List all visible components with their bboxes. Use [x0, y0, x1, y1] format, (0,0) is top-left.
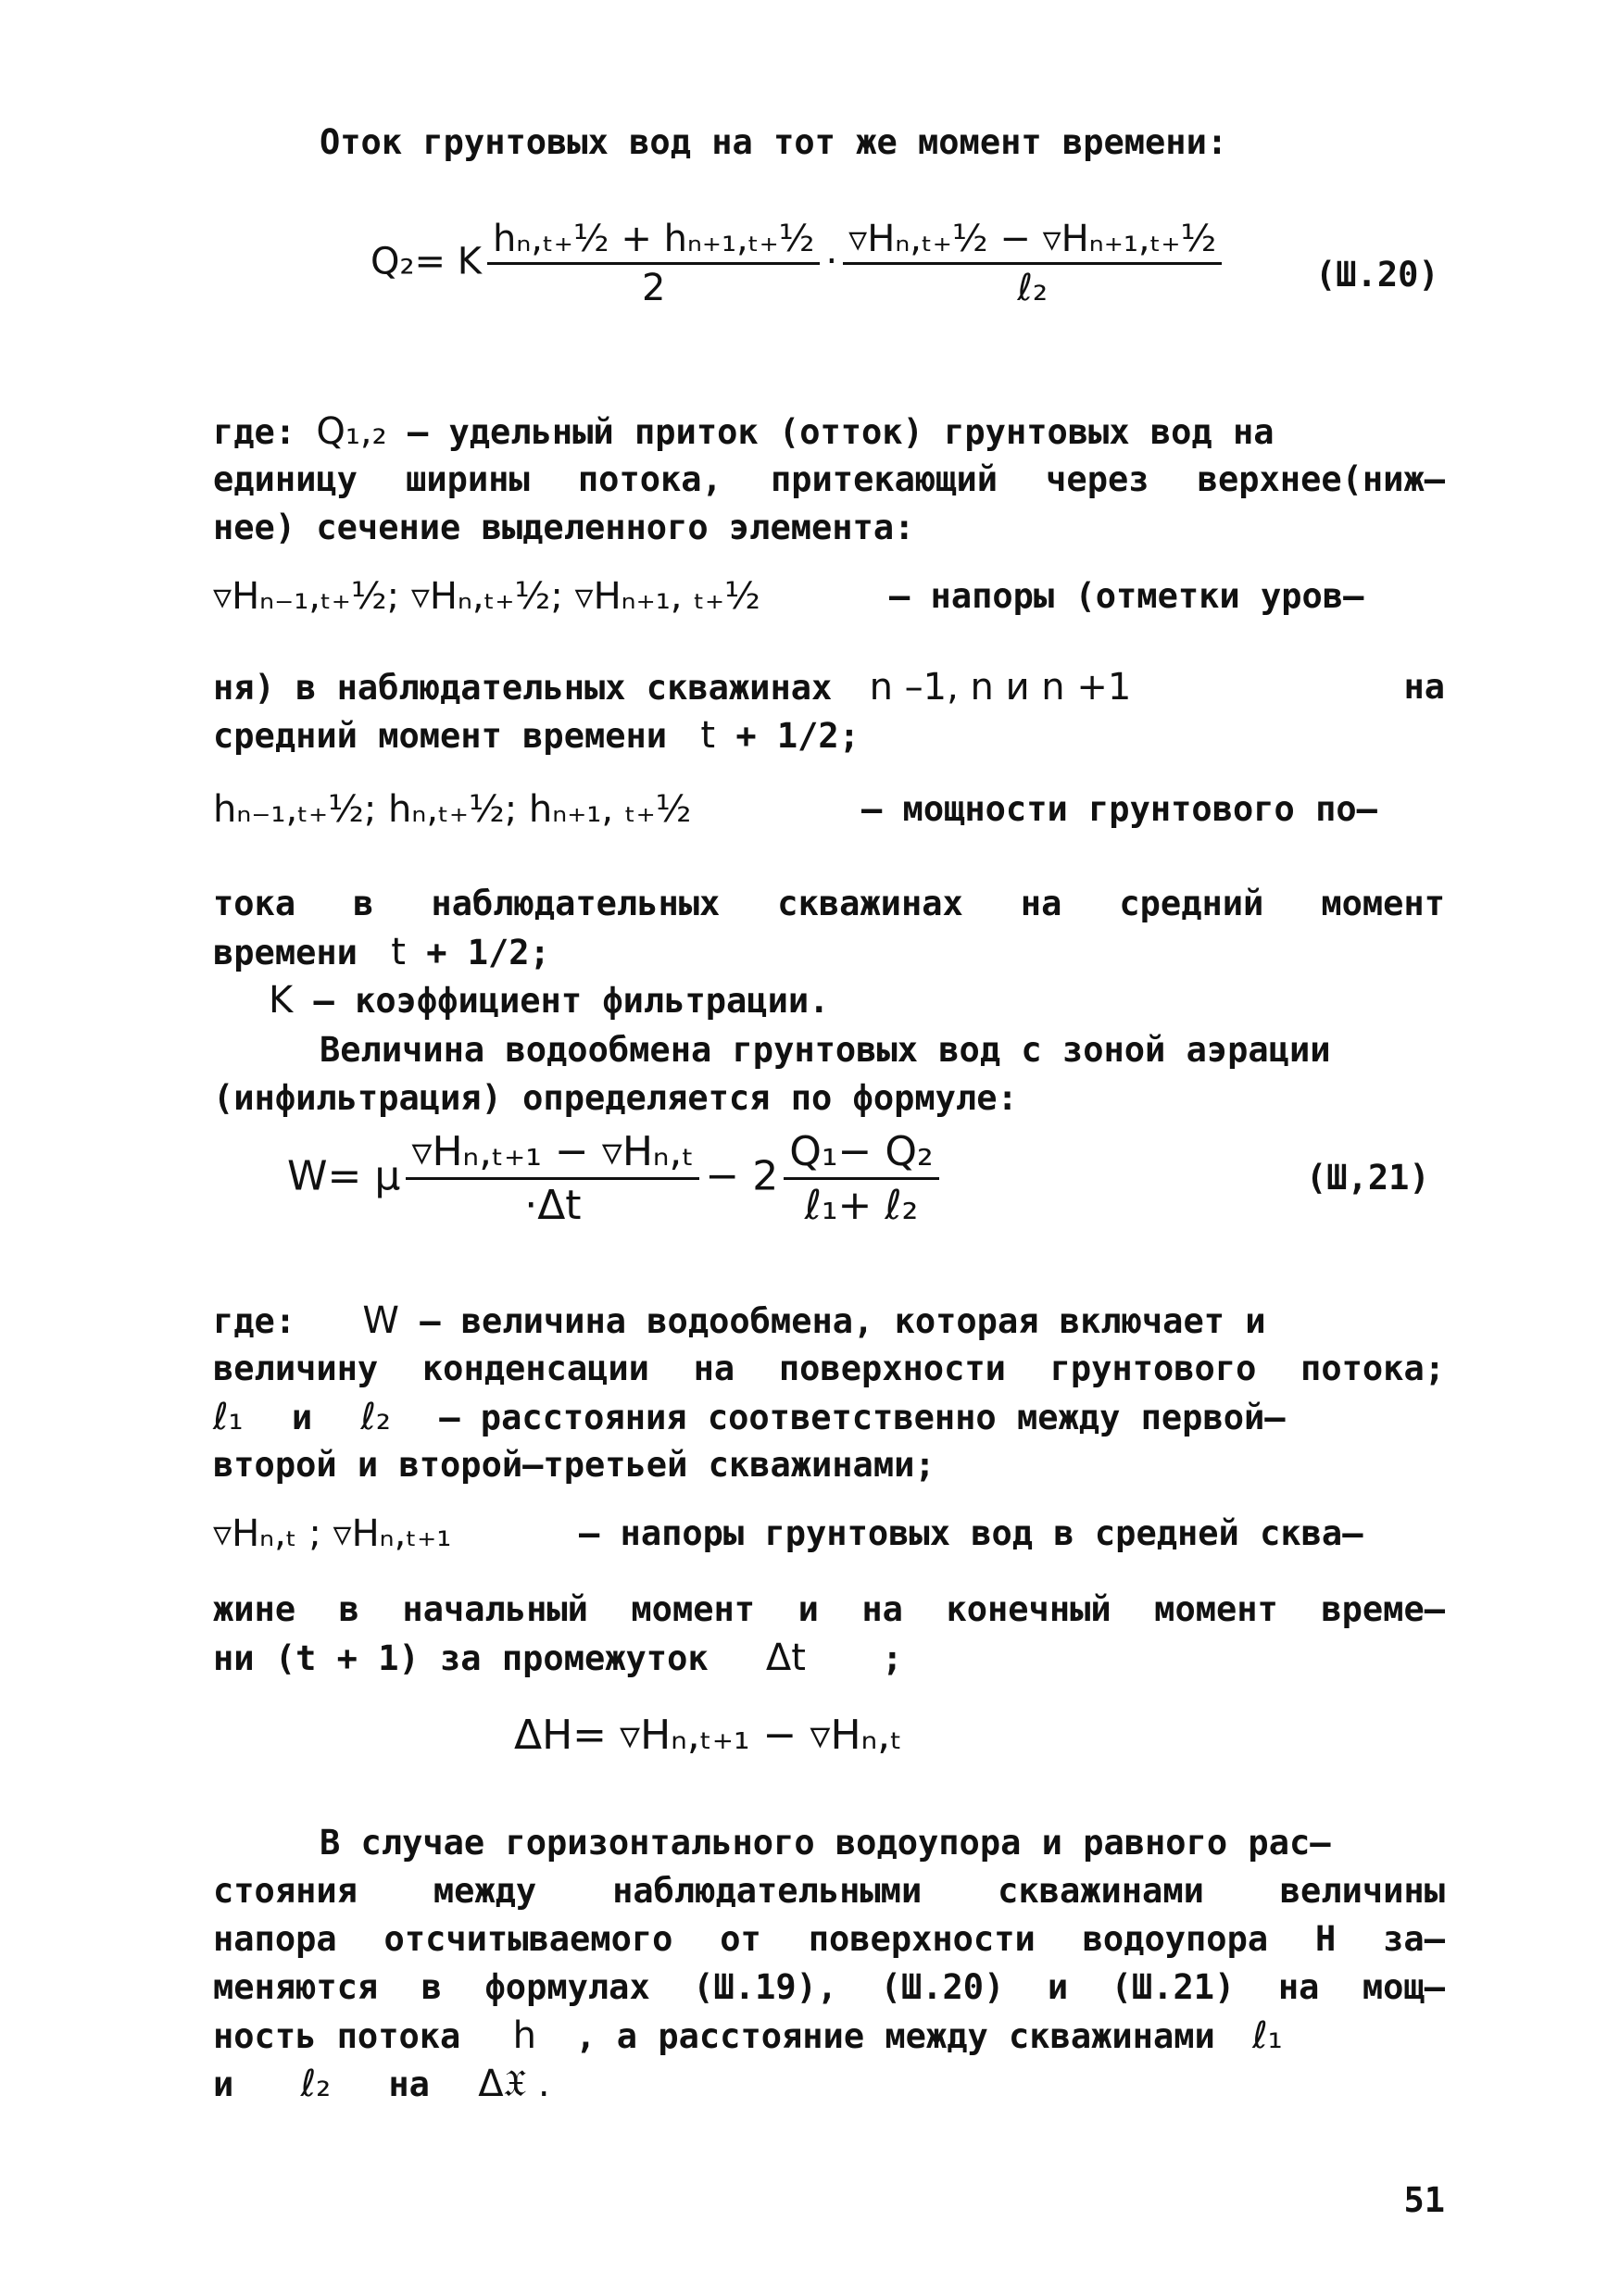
- fraction-denominator: 2: [641, 267, 666, 309]
- text-segment: – напоры грунтовых вод в средней сква–: [579, 1513, 1363, 1553]
- formula-III-21: [287, 1128, 945, 1229]
- text-line: жине в начальный момент и на конечный момент време–: [213, 1589, 1445, 1629]
- text-segment: – величина водообмена, которая включает и: [420, 1301, 1266, 1341]
- text-line: [269, 976, 1501, 1025]
- text-line: тока в наблюдательных скважинах на средний момент: [213, 884, 1445, 923]
- formula-fraction-2: [843, 218, 1222, 309]
- fraction-numerator: hₙ,ₜ₊½ + hₙ₊₁,ₜ₊½: [487, 218, 820, 265]
- formula-fraction-2: [784, 1128, 938, 1229]
- math-symbol: n –1, n и n +1: [869, 666, 1132, 709]
- text-segment: , а расстояние между скважинами: [575, 2016, 1215, 2056]
- text-line: [213, 2060, 1445, 2109]
- text-segment: – коэффициент фильтрации.: [313, 981, 830, 1021]
- text-segment: времени: [213, 933, 358, 972]
- text-line: стояния между наблюдательными скважинами величины: [213, 1871, 1445, 1911]
- text-segment: ни (t + 1) за промежуток: [213, 1638, 709, 1678]
- text-segment: – напоры (отметки уров–: [889, 576, 1364, 616]
- page-number: 51: [1403, 2180, 1445, 2220]
- text-line: единицу ширины потока, притекающий через верхнее(ниж–: [213, 459, 1445, 499]
- text-line: меняются в формулах (Ш.19), (Ш.20) и (Ш.21) на мощ–: [213, 1967, 1445, 2007]
- math-symbol: ℓ₁: [1252, 2014, 1283, 2057]
- text-segment: – расстояния соответственно между первой–: [439, 1398, 1286, 1437]
- math-symbol: h: [512, 2014, 536, 2057]
- formula-minus: − 2: [705, 1152, 779, 1200]
- text-segment: ня) в наблюдательных скважинах: [213, 668, 833, 708]
- text-line: [213, 1634, 1445, 1683]
- fraction-numerator: Q₁− Q₂: [784, 1128, 938, 1180]
- text-segment: и: [213, 2064, 234, 2104]
- fraction-numerator: ▿Hₙ,ₜ₊₁ − ▿Hₙ,ₜ: [406, 1128, 699, 1180]
- formula-fraction-1: [487, 218, 820, 309]
- math-symbol: ℓ₁: [213, 1396, 244, 1438]
- fraction-denominator: ℓ₂: [1017, 267, 1048, 309]
- text-line: напора отсчитываемого от поверхности водоупора H за–: [213, 1919, 1445, 1959]
- math-symbol: K: [269, 979, 294, 1022]
- text-segment: + 1/2;: [735, 716, 860, 756]
- text-line: [213, 408, 1445, 457]
- text-segment: на: [388, 2064, 430, 2104]
- text-segment: средний момент времени: [213, 716, 668, 756]
- formula-lhs: W= μ: [287, 1152, 401, 1200]
- math-symbol: t: [700, 714, 716, 757]
- math-symbol: t: [391, 931, 406, 973]
- text-line: [213, 1297, 1445, 1346]
- text-line: Величина водообмена грунтовых вод с зоной аэрации: [320, 1030, 1331, 1070]
- text-line: [213, 928, 1445, 977]
- fraction-denominator: ·Δt: [524, 1182, 582, 1229]
- equation-number: (Ш,21): [1306, 1158, 1430, 1198]
- math-symbol: Δ𝔛 .: [478, 2063, 550, 2105]
- math-symbol: ℓ₂: [360, 1396, 391, 1438]
- math-symbol: ℓ₂: [300, 2063, 332, 2105]
- math-symbol: Δt: [765, 1637, 806, 1679]
- text-segment: ;: [882, 1638, 903, 1678]
- formula-lhs: Q₂= K: [370, 240, 482, 283]
- text-line: нее) сечение выделенного элемента:: [213, 508, 915, 547]
- text-segment: – удельный приток (отток) грунтовых вод на: [407, 412, 1275, 452]
- text-segment: – мощности грунтового по–: [861, 789, 1377, 829]
- formula-III-20: [370, 218, 1227, 309]
- math-symbol: Q₁,₂: [316, 410, 387, 453]
- text-segment: на: [1403, 667, 1445, 707]
- text-segment: где:: [213, 412, 296, 452]
- equation-number: (Ш.20): [1315, 255, 1439, 295]
- text-line: второй и второй–третьей скважинами;: [213, 1445, 936, 1485]
- formula-delta-h: ΔH= ▿Hₙ,ₜ₊₁ − ▿Hₙ,ₜ: [514, 1712, 903, 1759]
- heading-text: Оток грунтовых вод на тот же момент времени:: [320, 122, 1228, 162]
- text-line: [213, 1510, 1445, 1559]
- text-line: [213, 711, 1445, 760]
- math-symbol: ▿Hₙ,ₜ ; ▿Hₙ,ₜ₊₁: [213, 1512, 452, 1555]
- fraction-denominator: ℓ₁+ ℓ₂: [804, 1182, 919, 1229]
- text-segment: где:: [213, 1301, 296, 1341]
- text-line: величину конденсации на поверхности грунтового потока;: [213, 1349, 1445, 1388]
- text-line: [213, 2012, 1445, 2061]
- text-line: [213, 663, 1445, 712]
- math-symbol: ▿Hₙ₋₁,ₜ₊½; ▿Hₙ,ₜ₊½; ▿Hₙ₊₁, ₜ₊½: [213, 575, 760, 618]
- formula-fraction-1: [406, 1128, 699, 1229]
- math-symbol: hₙ₋₁,ₜ₊½; hₙ,ₜ₊½; hₙ₊₁, ₜ₊½: [213, 788, 692, 831]
- text-line: [213, 572, 1445, 621]
- text-segment: и: [291, 1398, 313, 1437]
- formula-dot: ·: [825, 240, 838, 283]
- text-line: (инфильтрация) определяется по формуле:: [213, 1078, 1018, 1118]
- text-segment: ность потока: [213, 2016, 461, 2056]
- text-segment: + 1/2;: [426, 933, 550, 972]
- text-line: В случае горизонтального водоупора и равного рас–: [320, 1823, 1331, 1863]
- text-line: [213, 1393, 1445, 1442]
- fraction-numerator: ▿Hₙ,ₜ₊½ − ▿Hₙ₊₁,ₜ₊½: [843, 218, 1222, 265]
- text-line: [213, 785, 1445, 834]
- math-symbol: W: [362, 1299, 399, 1342]
